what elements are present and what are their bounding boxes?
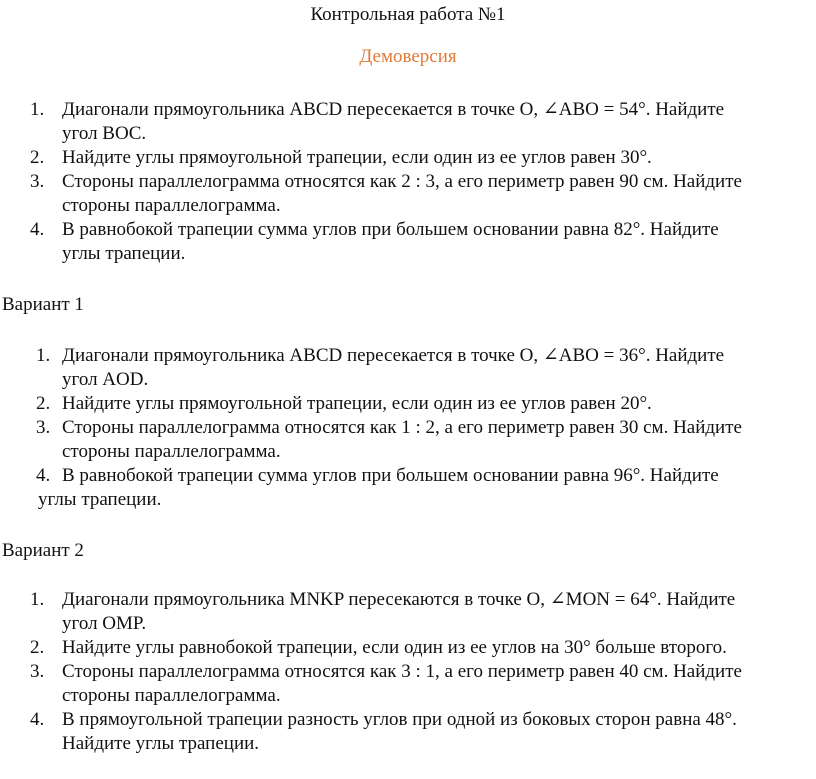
task-number: 3. <box>36 417 51 438</box>
task-line: Диагонали прямоугольника ABCD пересекается в точке O, ∠ABO = 36°. Найдите <box>62 345 725 366</box>
task-line: стороны параллелограмма. <box>62 685 281 706</box>
task-line: В равнобокой трапеции сумма углов при большем основании равна 96°. Найдите <box>62 465 719 486</box>
variant-2-heading: Вариант 2 <box>2 540 84 561</box>
variant-1-task-3 <box>0 416 816 464</box>
task-line: Стороны параллелограмма относятся как 3 : 1, а его периметр равен 40 см. Найдите <box>62 661 742 682</box>
variant-2-task-2 <box>0 636 816 660</box>
task-number: 1. <box>30 99 45 120</box>
task-number: 2. <box>30 637 45 658</box>
task-line: угол OMP. <box>62 613 147 634</box>
demo-task-4 <box>0 218 816 266</box>
variant-2-task-list <box>0 588 816 756</box>
task-line: углы трапеции. <box>62 243 186 264</box>
demo-task-1 <box>0 98 816 146</box>
task-line: угол AOD. <box>62 369 149 390</box>
task-line: Найдите углы трапеции. <box>62 733 260 754</box>
task-line: Стороны параллелограмма относятся как 1 : 2, а его периметр равен 30 см. Найдите <box>62 417 742 438</box>
task-line: углы трапеции. <box>38 489 162 510</box>
task-line: В прямоугольной трапеции разность углов при одной из боковых сторон равна 48°. <box>62 709 737 730</box>
task-line: угол BOC. <box>62 123 147 144</box>
task-line: стороны параллелограмма. <box>62 195 281 216</box>
variant-2-task-4 <box>0 708 816 756</box>
task-line: Найдите углы равнобокой трапеции, если один из ее углов на 30° больше второго. <box>62 637 727 658</box>
task-number: 3. <box>30 171 45 192</box>
task-number: 4. <box>30 709 45 730</box>
task-line: стороны параллелограмма. <box>62 441 281 462</box>
demo-task-2 <box>0 146 816 170</box>
task-number: 1. <box>30 589 45 610</box>
variant-2-task-1 <box>0 588 816 636</box>
task-number: 3. <box>30 661 45 682</box>
variant-1-heading: Вариант 1 <box>2 294 84 315</box>
demo-heading: Демоверсия <box>359 46 457 67</box>
task-line: В равнобокой трапеции сумма углов при большем основании равна 82°. Найдите <box>62 219 719 240</box>
variant-1-task-4 <box>0 464 816 512</box>
task-line: Стороны параллелограмма относятся как 2 : 3, а его периметр равен 90 см. Найдите <box>62 171 742 192</box>
demo-task-list <box>0 98 816 266</box>
demo-task-3 <box>0 170 816 218</box>
variant-1-task-list <box>0 344 816 512</box>
task-number: 4. <box>36 465 51 486</box>
task-line: Найдите углы прямоугольной трапеции, если один из ее углов равен 30°. <box>62 147 652 168</box>
variant-1-task-2 <box>0 392 816 416</box>
page-title: Контрольная работа №1 <box>310 4 506 25</box>
task-number: 4. <box>30 219 45 240</box>
task-number: 2. <box>36 393 51 414</box>
variant-2-task-3 <box>0 660 816 708</box>
task-number: 1. <box>36 345 51 366</box>
task-line: Диагонали прямоугольника ABCD пересекается в точке O, ∠ABO = 54°. Найдите <box>62 99 725 120</box>
variant-1-task-1 <box>0 344 816 392</box>
task-line: Найдите углы прямоугольной трапеции, если один из ее углов равен 20°. <box>62 393 652 414</box>
task-line: Диагонали прямоугольника MNKP пересекаются в точке O, ∠MON = 64°. Найдите <box>62 589 736 610</box>
task-number: 2. <box>30 147 45 168</box>
